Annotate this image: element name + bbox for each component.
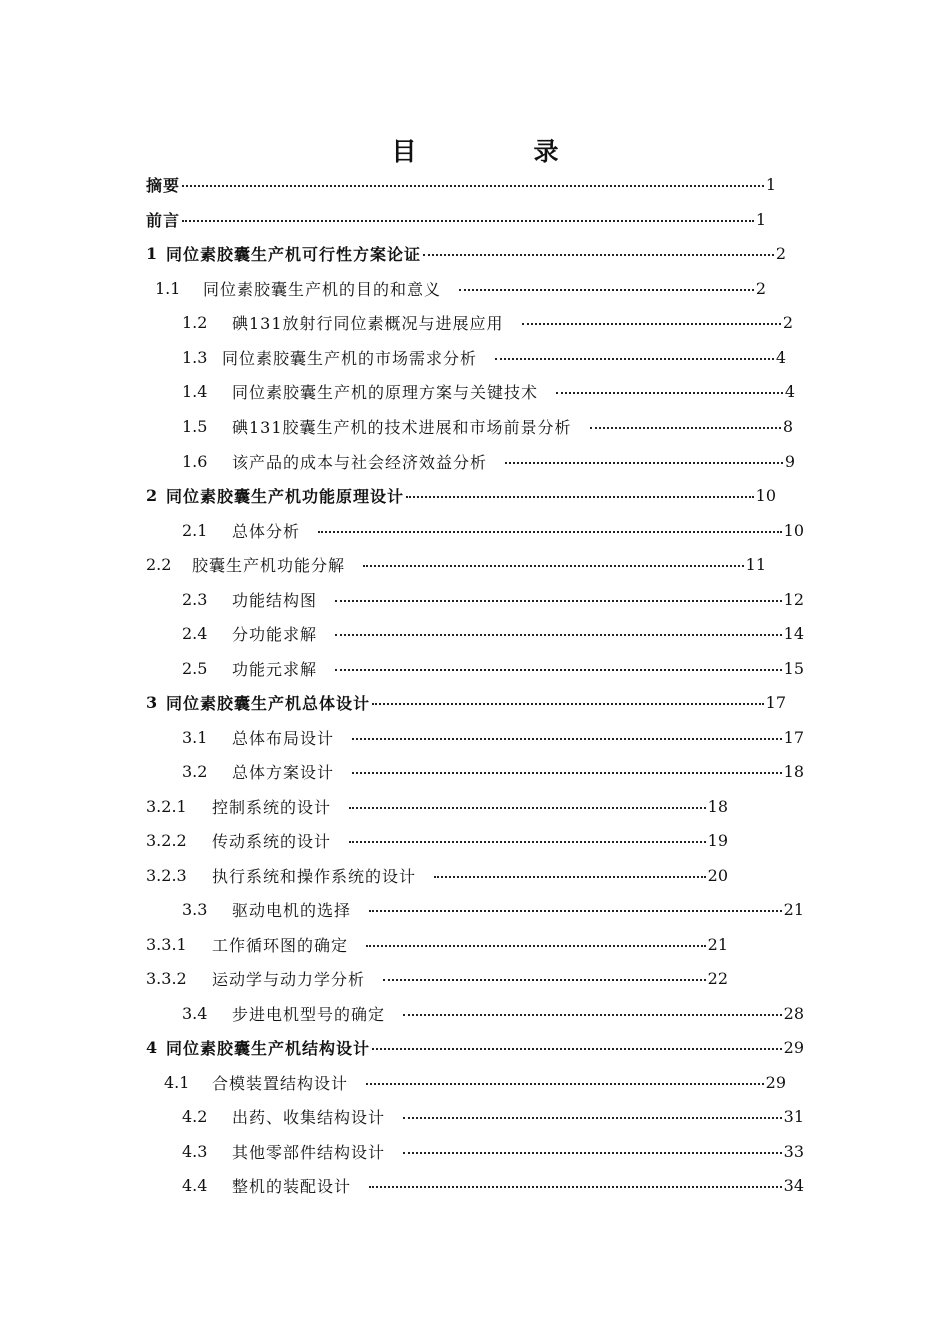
toc-entry-number: 3.3.1 [146,934,187,954]
toc-entry-title: 同位素胶囊生产机的原理方案与关键技术 [232,382,539,402]
toc-entry-number: 3.3.2 [146,968,187,988]
toc-entry-title: 摘要 [146,175,181,195]
toc-entry-title: 步进电机型号的确定 [232,1004,386,1024]
toc-entry-title: 传动系统的设计 [212,831,332,851]
dot-leader [369,910,782,912]
toc-entry-page-number: 31 [783,1106,804,1126]
toc-entry [146,860,728,890]
toc-entry-page-number: 11 [745,554,766,574]
toc-entry-number: 1.4 [182,381,208,401]
toc-entry-title: 执行系统和操作系统的设计 [212,866,417,886]
toc-entry-title: 总体布局设计 [232,728,335,748]
toc-entry-number: 1.3 [182,347,208,367]
toc-entry [182,1170,804,1200]
toc-entry [182,584,804,614]
toc-entry [146,549,766,579]
dot-leader [403,1152,782,1154]
toc-entry [146,238,786,268]
dot-leader [459,289,754,291]
toc-entry [164,1067,786,1097]
toc-entry-page-number: 9 [784,451,795,471]
toc-entry-page-number: 4 [775,347,786,367]
toc-entry [182,756,804,786]
toc-entry-number: 1.5 [182,416,208,436]
toc-entry-title: 前言 [146,210,181,230]
toc-entry-number: 3.2.2 [146,830,187,850]
dot-leader [352,738,782,740]
toc-entry-page-number: 28 [783,1003,804,1023]
toc-entry-page-number: 19 [707,830,728,850]
toc-entry-page-number: 2 [755,278,766,298]
dot-leader [352,772,782,774]
dot-leader [369,1186,782,1188]
toc-entry-number: 2.2 [146,554,172,574]
toc-entry-page-number: 4 [784,381,795,401]
toc-entry [155,273,766,303]
toc-entry-page-number: 29 [765,1072,786,1092]
toc-entry [182,307,793,337]
dot-leader [182,185,764,187]
dot-leader [335,669,782,671]
toc-entry-title: 工作循环图的确定 [212,935,349,955]
toc-entry [182,894,804,924]
toc-entry [182,653,804,683]
toc-entry-title: 出药、收集结构设计 [232,1107,386,1127]
toc-entry-page-number: 21 [783,899,804,919]
toc-entry-title: 胶囊生产机功能分解 [192,555,346,575]
toc-entry-number: 3 [146,692,158,712]
dot-leader [366,1083,764,1085]
toc-entry-title: 同位素胶囊生产机可行性方案论证 [166,244,422,264]
toc-entry [146,1032,804,1062]
toc-entry-page-number: 14 [783,623,804,643]
toc-entry [182,1101,804,1131]
toc-entry-page-number: 12 [783,589,804,609]
toc-entry-page-number: 1 [755,209,766,229]
toc-entry-title: 总体分析 [232,521,301,541]
toc-title: 目 录 [391,137,605,166]
toc-entry-page-number: 10 [783,520,804,540]
toc-entry [146,480,776,510]
dot-leader [366,945,706,947]
toc-entry-number: 4.2 [182,1106,208,1126]
toc-entry-number: 3.2 [182,761,208,781]
toc-entry [146,825,728,855]
toc-entry-number: 2.4 [182,623,208,643]
toc-entry [182,376,795,406]
toc-entry-number: 2.5 [182,658,208,678]
toc-entry-number: 4.4 [182,1175,208,1195]
toc-entry-number: 3.1 [182,727,208,747]
toc-entry-number: 3.4 [182,1003,208,1023]
toc-entry-number: 1.6 [182,451,208,471]
toc-entry-page-number: 22 [707,968,728,988]
dot-leader [505,462,783,464]
toc-entry-title: 总体方案设计 [232,762,335,782]
toc-entry-page-number: 18 [783,761,804,781]
dot-leader [372,703,764,705]
dot-leader [434,876,706,878]
toc-entry-page-number: 20 [707,865,728,885]
toc-entry-title: 该产品的成本与社会经济效益分析 [232,452,488,472]
toc-entry-title: 其他零部件结构设计 [232,1142,386,1162]
toc-entry [146,169,776,199]
toc-entry-title: 功能结构图 [232,590,318,610]
toc-entry [182,722,804,752]
dot-leader [403,1014,782,1016]
toc-entry-title: 碘131放射行同位素概况与进展应用 [232,313,504,333]
toc-entry-page-number: 18 [707,796,728,816]
toc-entry-number: 3.3 [182,899,208,919]
toc-entry-page-number: 8 [782,416,793,436]
toc-entry-title: 同位素胶囊生产机的目的和意义 [203,279,442,299]
toc-entry-number: 2.3 [182,589,208,609]
toc-entry-number: 3.2.1 [146,796,187,816]
toc-entry-number: 4.1 [164,1072,190,1092]
dot-leader [495,358,774,360]
toc-entry-title: 同位素胶囊生产机的市场需求分析 [222,348,478,368]
toc-entry-page-number: 17 [765,692,786,712]
toc-entry-number: 4.3 [182,1141,208,1161]
dot-leader [335,600,782,602]
toc-entry-page-number: 21 [707,934,728,954]
toc-entry-page-number: 2 [782,312,793,332]
toc-entry-title: 分功能求解 [232,624,318,644]
toc-entry-number: 4 [146,1037,158,1057]
dot-leader [403,1117,782,1119]
toc-entry-title: 同位素胶囊生产机总体设计 [166,693,371,713]
dot-leader [383,979,706,981]
dot-leader [372,1048,782,1050]
toc-entry [182,998,804,1028]
toc-entry-number: 1 [146,243,158,263]
toc-entry-title: 同位素胶囊生产机功能原理设计 [166,486,405,506]
toc-entry-title: 同位素胶囊生产机结构设计 [166,1038,371,1058]
toc-entry-title: 运动学与动力学分析 [212,969,366,989]
toc-entry [182,618,804,648]
dot-leader [522,323,781,325]
toc-entry-number: 3.2.3 [146,865,187,885]
toc-entry-title: 碘131胶囊生产机的技术进展和市场前景分析 [232,417,572,437]
toc-entry-page-number: 29 [783,1037,804,1057]
dot-leader [182,220,754,222]
toc-entry [146,204,766,234]
toc-entry [146,929,728,959]
toc-entry [182,411,793,441]
toc-entry-page-number: 1 [765,174,776,194]
toc-entry [182,446,795,476]
dot-leader [423,254,774,256]
toc-entry-number: 2 [146,485,158,505]
toc-entry-page-number: 10 [755,485,776,505]
toc-entry-number: 1.1 [155,278,181,298]
toc-entry [182,515,804,545]
dot-leader [349,841,706,843]
toc-entry-page-number: 17 [783,727,804,747]
toc-entry-page-number: 2 [775,243,786,263]
toc-entry-title: 驱动电机的选择 [232,900,352,920]
toc-entry-number: 2.1 [182,520,208,540]
toc-entry-title: 控制系统的设计 [212,797,332,817]
toc-entry-page-number: 15 [783,658,804,678]
toc-entry-title: 功能元求解 [232,659,318,679]
dot-leader [556,392,783,394]
dot-leader [406,496,754,498]
dot-leader [590,427,781,429]
dot-leader [318,531,782,533]
toc-entry [182,1136,804,1166]
dot-leader [349,807,706,809]
toc-entry [182,342,786,372]
dot-leader [363,565,744,567]
toc-entry-title: 合模装置结构设计 [212,1073,349,1093]
toc-entry [146,963,728,993]
toc-entry-page-number: 33 [783,1141,804,1161]
toc-entry-number: 1.2 [182,312,208,332]
toc-entry [146,687,786,717]
dot-leader [335,634,782,636]
toc-entry-title: 整机的装配设计 [232,1176,352,1196]
toc-entry-page-number: 34 [783,1175,804,1195]
toc-entry [146,791,728,821]
